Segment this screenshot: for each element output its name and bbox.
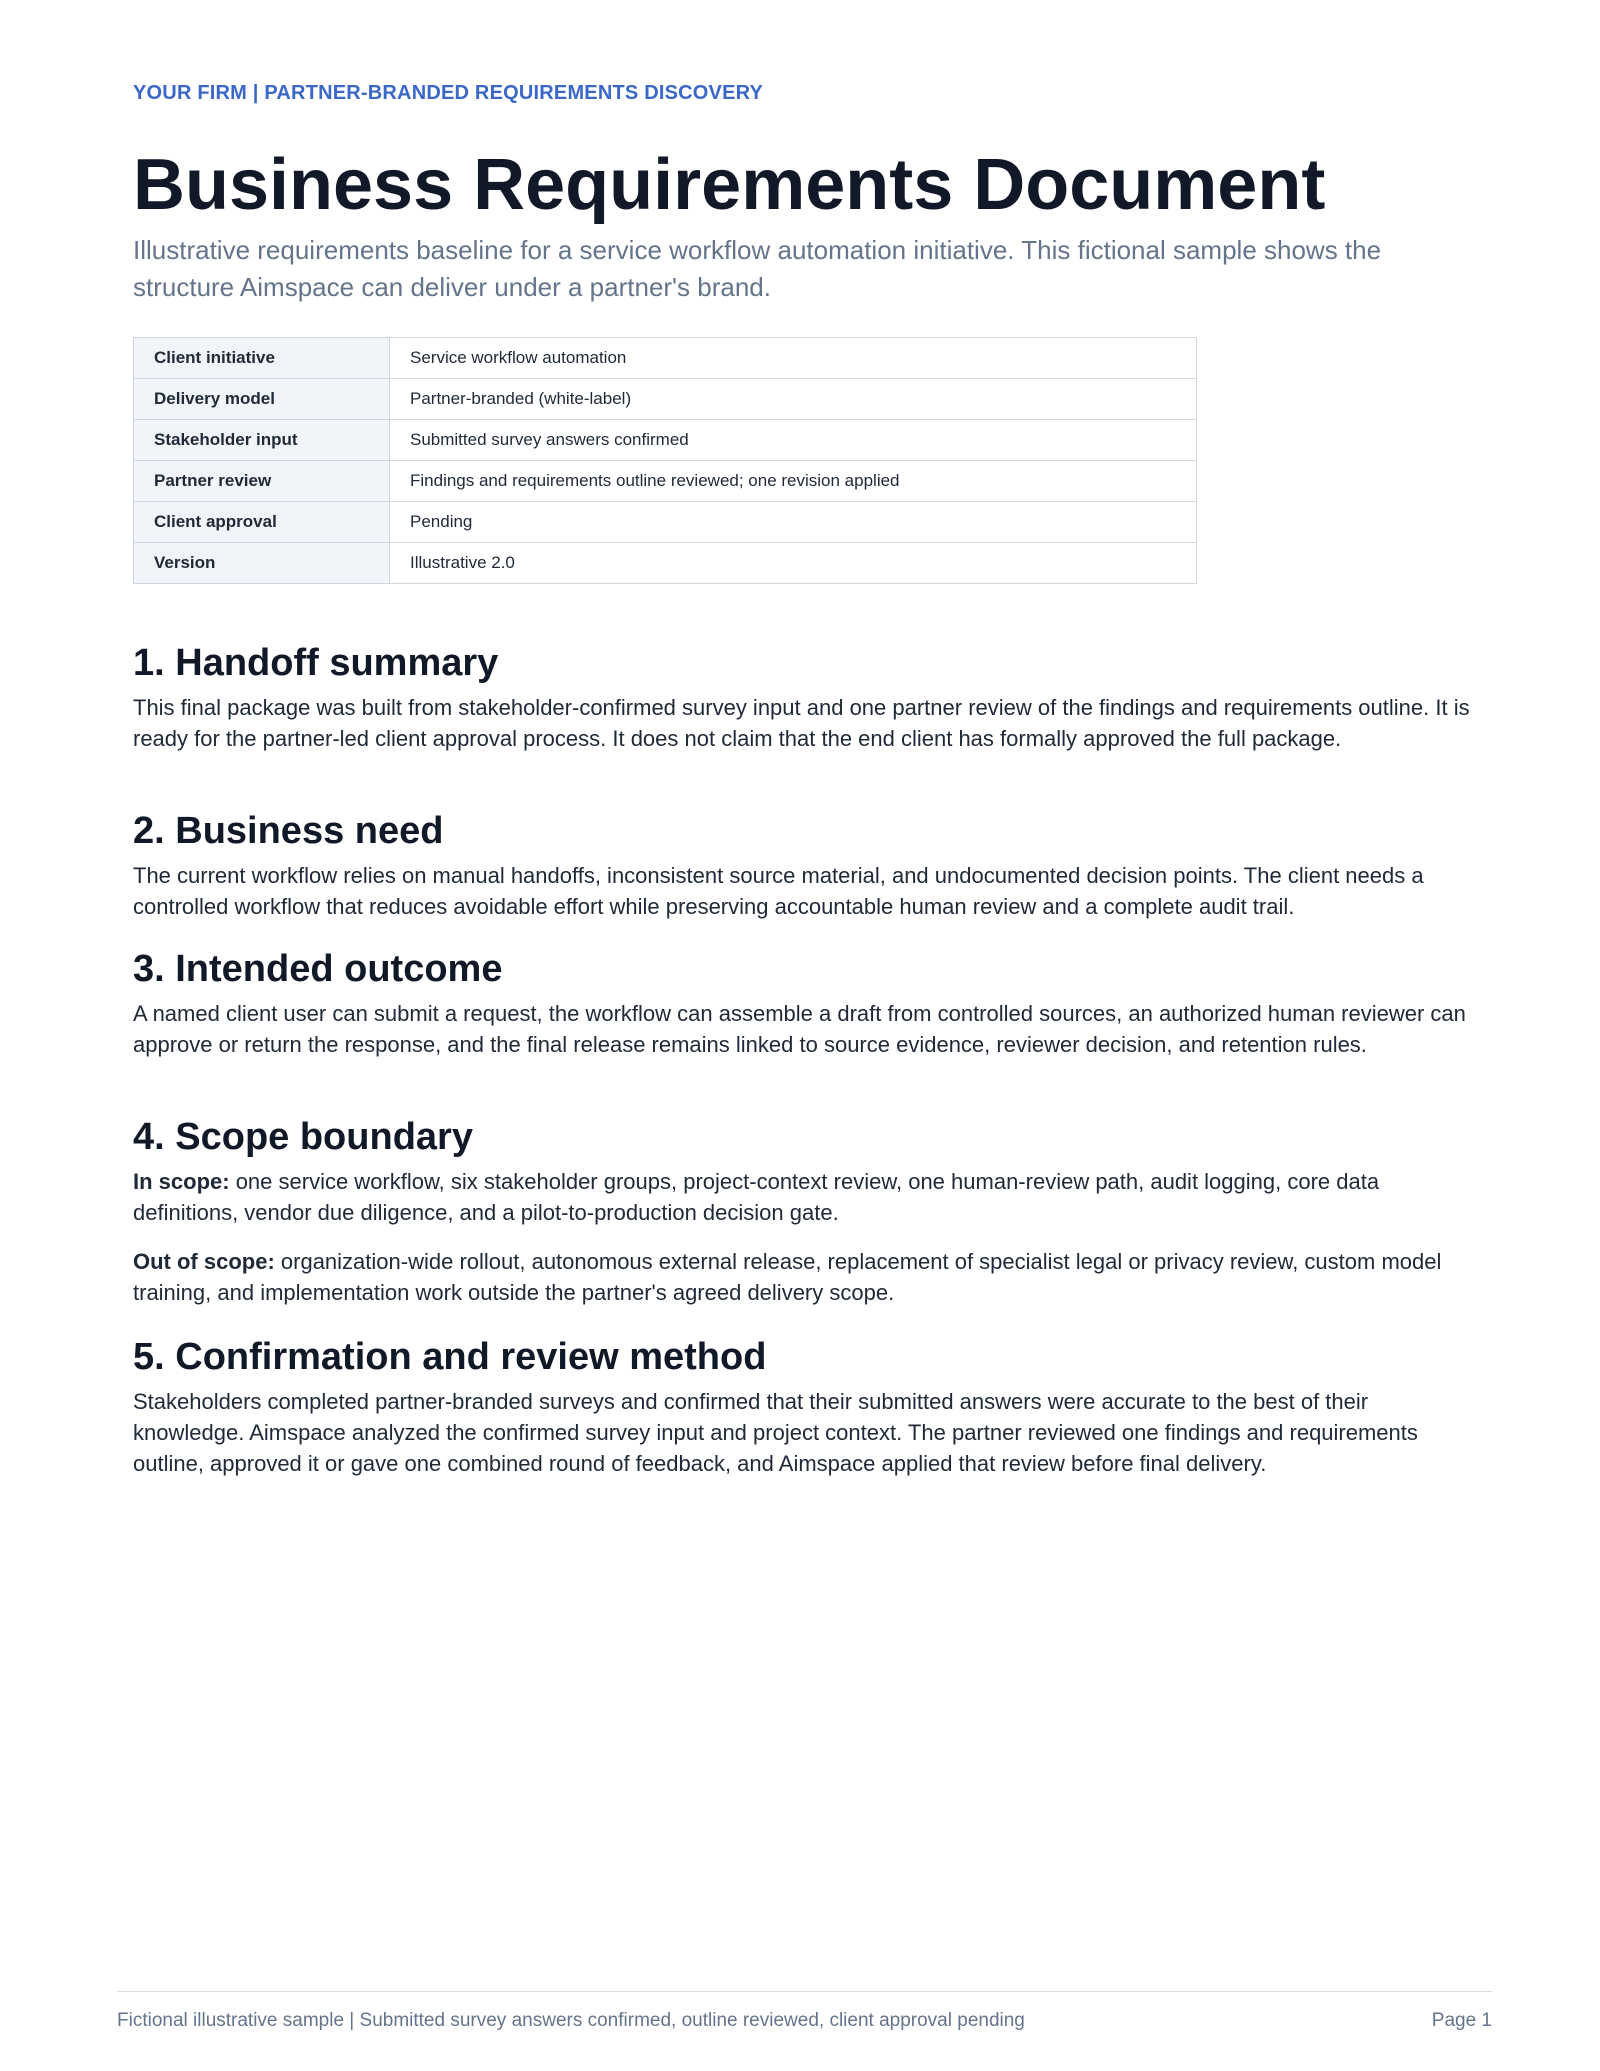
table-row [134, 502, 1197, 543]
meta-label: Stakeholder input [134, 420, 390, 461]
meta-label: Client initiative [134, 338, 390, 379]
document-meta-table [133, 337, 1197, 584]
section-heading: 2. Business need [133, 810, 444, 852]
section-body: A named client user can submit a request, the workflow can assemble a draft from controlled sources, an authorized human reviewer can approve or return the response, and the final release remains linked to source evidence, reviewer decision, and retention rules. [133, 1001, 1466, 1057]
in-scope-text: one service workflow, six stakeholder groups, project-context review, one human-review path, audit logging, core data definitions, vendor due diligence, and a pilot-to-production decision gate. [133, 1169, 1380, 1225]
firm-eyebrow: YOUR FIRM | PARTNER-BRANDED REQUIREMENTS DISCOVERY [133, 82, 764, 104]
meta-value: Illustrative 2.0 [390, 543, 1197, 584]
meta-label: Delivery model [134, 379, 390, 420]
table-row [134, 420, 1197, 461]
document-subtitle: Illustrative requirements baseline for a service workflow automation initiative. This fictional sample shows the structure Aimspace can deliver under a partner's brand. [133, 235, 1382, 302]
meta-value: Pending [390, 502, 1197, 543]
meta-value: Service workflow automation [390, 338, 1197, 379]
meta-value: Partner-branded (white-label) [390, 379, 1197, 420]
section-intended-outcome [133, 946, 1479, 1060]
section-heading: 1. Handoff summary [133, 642, 499, 684]
meta-value: Submitted survey answers confirmed [390, 420, 1197, 461]
section-body: Stakeholders completed partner-branded surveys and confirmed that their submitted answers were accurate to the best of their knowledge. Aimspace analyzed the confirmed survey input and project context. The partner reviewed one findings and requirements outline, approved it or gave one combined round of feedback, and Aimspace applied that review before final delivery. [133, 1389, 1418, 1476]
section-scope-boundary [133, 1114, 1479, 1308]
page-number: Page 1 [1431, 2010, 1492, 2031]
out-of-scope-text: organization-wide rollout, autonomous external release, replacement of specialist legal or privacy review, custom model training, and implementation work outside the partner's agreed delivery scope. [133, 1249, 1442, 1305]
table-row [134, 461, 1197, 502]
document-title: Business Requirements Document [133, 145, 1326, 225]
footer-divider [117, 1991, 1492, 1992]
section-body: This final package was built from stakeholder-confirmed survey input and one partner review of the findings and requirements outline. It is ready for the partner-led client approval process. It does not claim that the end client has formally approved the full package. [133, 695, 1470, 751]
in-scope-label: In scope: [133, 1169, 230, 1194]
section-heading: 4. Scope boundary [133, 1116, 473, 1158]
out-of-scope-paragraph [133, 1246, 1479, 1308]
out-of-scope-label: Out of scope: [133, 1249, 275, 1274]
section-heading: 3. Intended outcome [133, 948, 503, 990]
table-row [134, 338, 1197, 379]
section-body: The current workflow relies on manual handoffs, inconsistent source material, and undocumented decision points. The client needs a controlled workflow that reduces avoidable effort while preserving accountable human review and a complete audit trail. [133, 863, 1424, 919]
table-row [134, 379, 1197, 420]
in-scope-paragraph [133, 1166, 1479, 1228]
meta-label: Version [134, 543, 390, 584]
meta-label: Client approval [134, 502, 390, 543]
section-handoff-summary [133, 640, 1479, 754]
section-heading: 5. Confirmation and review method [133, 1336, 767, 1378]
footer-note: Fictional illustrative sample | Submitted survey answers confirmed, outline reviewed, client approval pending [117, 2010, 1025, 2031]
section-business-need [133, 808, 1479, 922]
table-row [134, 543, 1197, 584]
meta-label: Partner review [134, 461, 390, 502]
meta-value: Findings and requirements outline reviewed; one revision applied [390, 461, 1197, 502]
section-confirmation-method [133, 1334, 1479, 1479]
